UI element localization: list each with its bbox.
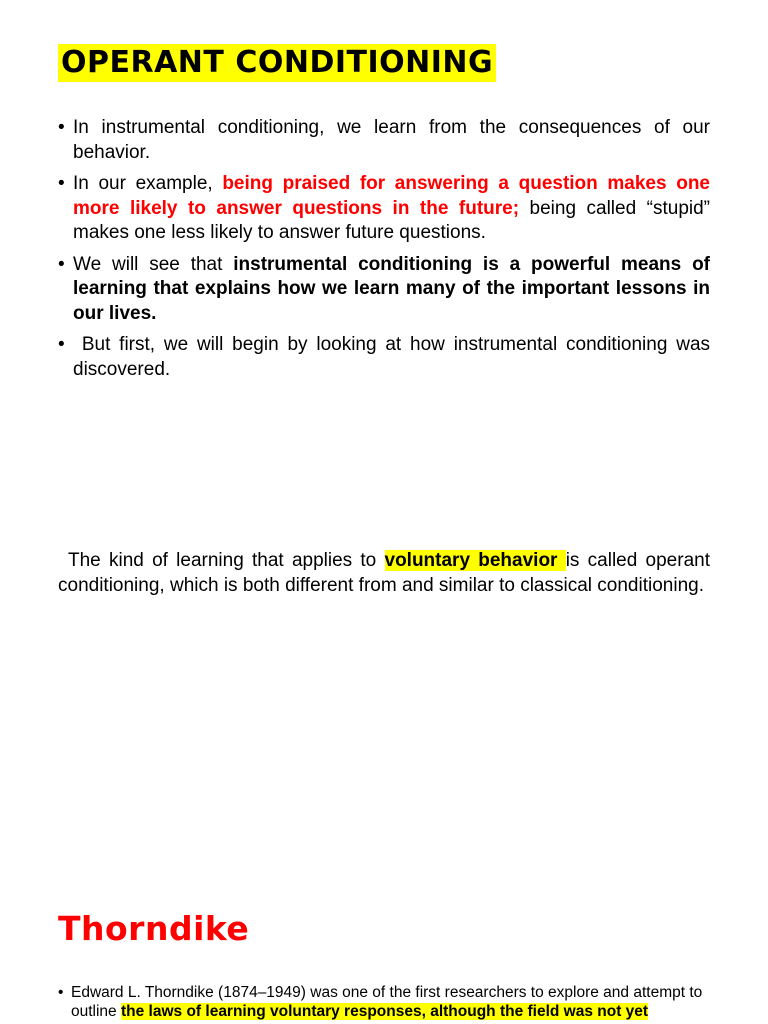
bold-text: instrumental conditioning is a powerful means of learning that explains how we learn many of the important lessons in our lives.	[73, 253, 711, 324]
bullet-text: Edward L. Thorndike (1874–1949) was one of the first researchers to explore and attempt to outline	[71, 984, 703, 1020]
bullet-item	[58, 253, 710, 327]
paragraph-text: The kind of learning that applies to	[68, 550, 385, 571]
page-title: OPERANT CONDITIONING	[58, 44, 496, 82]
bullet-list	[58, 116, 716, 389]
highlighted-term: voluntary behavior	[384, 550, 566, 571]
bullet-text: In instrumental conditioning, we learn from the consequences of our behavior.	[73, 117, 710, 163]
emphasis-text: being praised for answering a question makes one more likely to answer questions in the future;	[73, 173, 710, 219]
bullet-item	[58, 172, 710, 246]
bullet-text: being called “stupid” makes one less likely to answer future questions.	[73, 197, 710, 243]
highlighted-text: the laws of learning voluntary responses, although the field was not yet	[120, 1003, 649, 1020]
operant-paragraph	[58, 549, 710, 598]
bullet-text: But first, we will begin by looking at how instrumental conditioning was discovered.	[73, 334, 716, 380]
section-heading: Thorndike	[58, 909, 250, 948]
bullet-item	[58, 116, 710, 165]
bullet-text: In our example,	[73, 173, 223, 194]
bullet-text: We will see that	[73, 253, 234, 275]
paragraph-text: is called operant conditioning, which is both different from and similar to classical conditioning.	[58, 550, 710, 596]
bullet-item	[58, 333, 716, 382]
thorndike-list	[58, 983, 718, 1021]
bullet-item	[58, 983, 718, 1021]
